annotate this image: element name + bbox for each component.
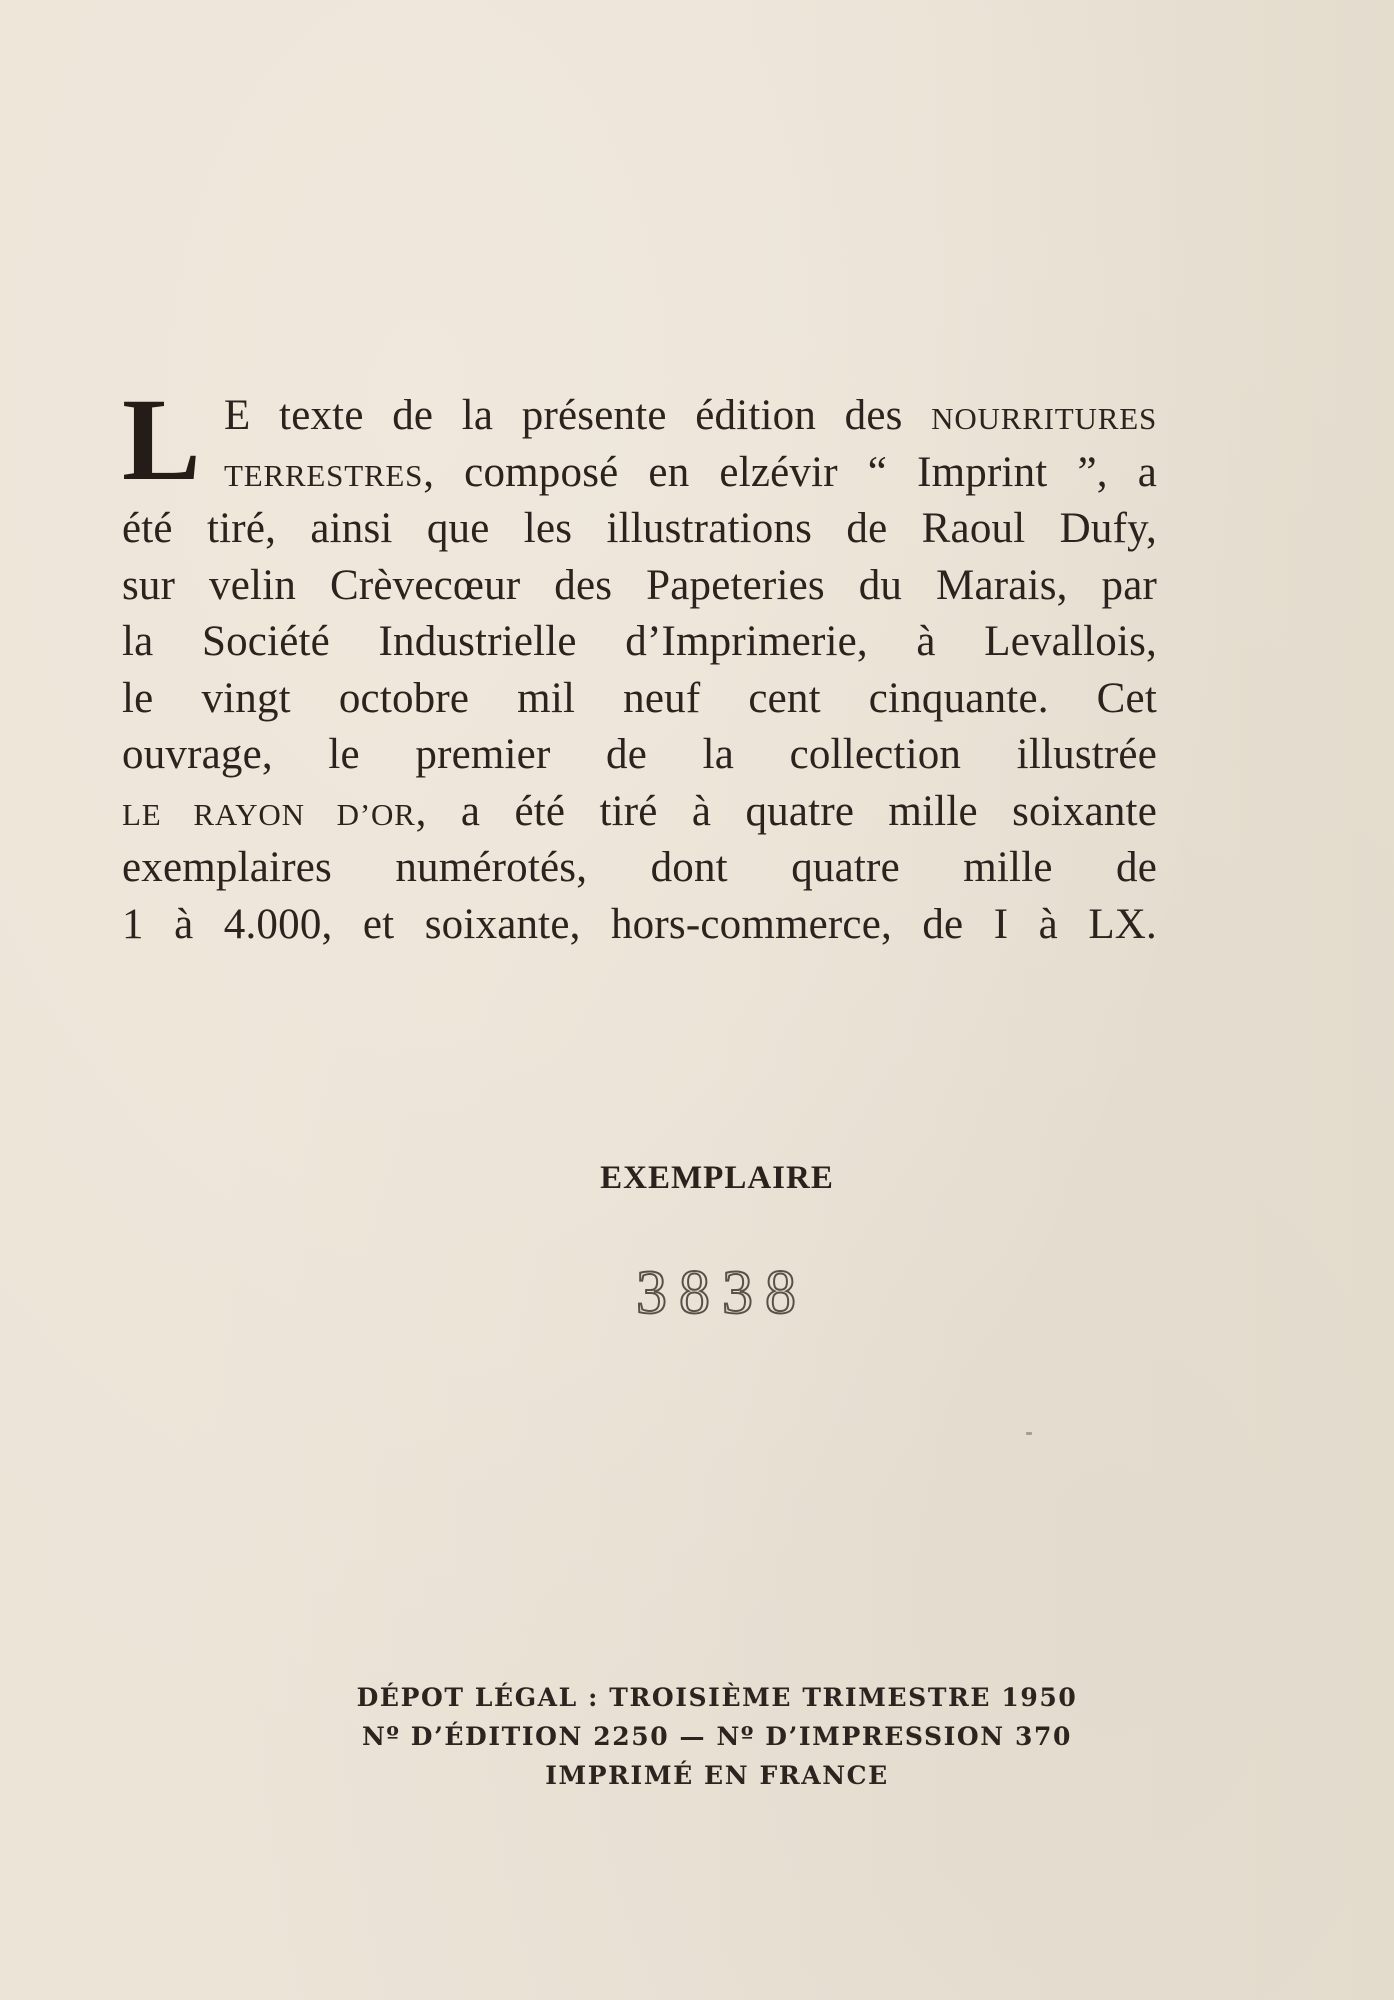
colophon-line bbox=[122, 840, 1157, 897]
printed-in-line: IMPRIMÉ EN FRANCE bbox=[545, 1761, 889, 1790]
colophon-line bbox=[122, 671, 1157, 728]
text-span: , a été tiré à quatre mille soixante bbox=[415, 787, 1157, 835]
colophon-line bbox=[122, 501, 1157, 558]
colophon-line bbox=[122, 784, 1157, 841]
legal-deposit-line: DÉPOT LÉGAL : TROISIÈME TRIMESTRE 1950 bbox=[356, 1683, 1078, 1712]
collection-small-caps: LE RAYON D’OR bbox=[122, 796, 416, 832]
edition-impression-line: Nº D’ÉDITION 2250 — Nº D’IMPRESSION 370 bbox=[361, 1722, 1073, 1751]
text-span: la Société Industrielle d’Imprimerie, à Levallois, bbox=[122, 618, 1157, 665]
colophon-line bbox=[122, 445, 1157, 502]
text-span: ouvrage, le premier de la collection illustrée bbox=[122, 731, 1157, 778]
drop-cap: L bbox=[122, 374, 201, 505]
text-span: sur velin Crèvecœur des Papeteries du Marais, par bbox=[122, 561, 1157, 609]
colophon-line bbox=[122, 558, 1157, 615]
colophon-line bbox=[122, 388, 1157, 445]
text-span: exemplaires numérotés, dont quatre mille de bbox=[122, 844, 1157, 891]
copy-number-stamp: 3838 bbox=[636, 1259, 808, 1327]
title-small-caps: TERRESTRES bbox=[224, 457, 424, 493]
text-span: , composé en elzévir “ Imprint ”, a bbox=[423, 448, 1157, 496]
colophon-line bbox=[122, 727, 1157, 784]
paper-speck bbox=[1026, 1432, 1032, 1435]
title-small-caps: NOURRITURES bbox=[931, 401, 1157, 436]
text-span: le vingt octobre mil neuf cent cinquante. Cet bbox=[122, 674, 1157, 722]
exemplaire-label: EXEMPLAIRE bbox=[600, 1160, 834, 1196]
legal-deposit-block bbox=[0, 1678, 1394, 1795]
text-span: été tiré, ainsi que les illustrations de Raoul Dufy, bbox=[122, 505, 1157, 552]
colophon-line bbox=[122, 614, 1157, 671]
colophon-paragraph bbox=[122, 374, 1157, 953]
text-span: 1 à 4.000, et soixante, hors-commerce, de I à LX. bbox=[122, 900, 1157, 948]
text-span: E texte de la présente édition des bbox=[224, 392, 932, 439]
colophon-line bbox=[122, 897, 1157, 954]
